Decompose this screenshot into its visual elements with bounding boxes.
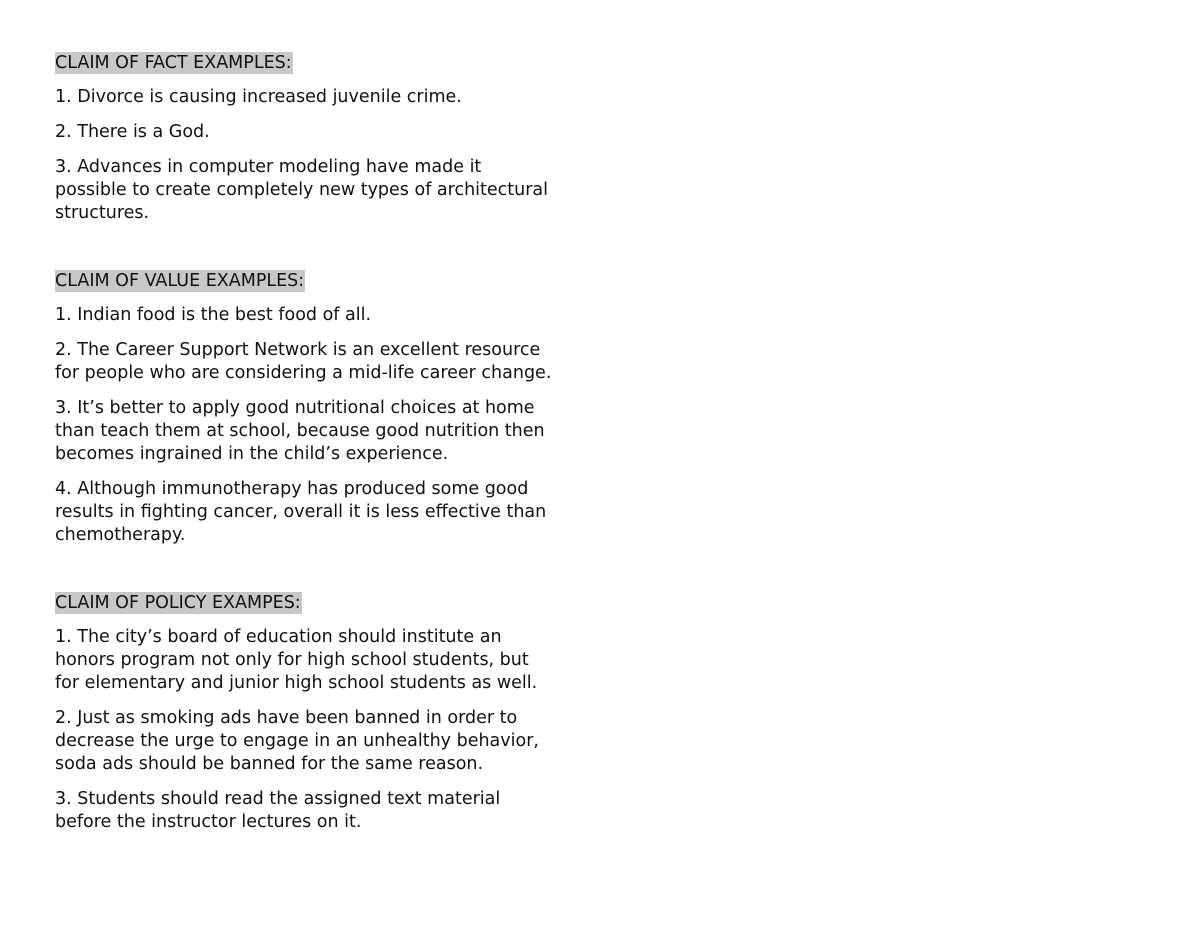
list-item: 2. There is a God. — [55, 122, 210, 142]
heading-highlight: CLAIM OF FACT EXAMPLES: — [55, 53, 292, 73]
list-item: 1. Divorce is causing increased juvenile crime. — [55, 87, 462, 107]
section-claim-of-policy — [55, 592, 595, 834]
section-heading — [55, 592, 595, 615]
list-item: 3. It’s better to apply good nutritional choices at home than teach them at school, because good nutrition then becomes ingrained in the child’s experience. — [55, 398, 545, 464]
section-claim-of-value — [55, 270, 595, 547]
list-item: 3. Students should read the assigned text material before the instructor lectures on it. — [55, 789, 501, 832]
list-item: 1. Indian food is the best food of all. — [55, 305, 372, 325]
section-heading — [55, 270, 595, 293]
document-page — [55, 52, 595, 834]
list-item: 4. Although immunotherapy has produced some good results in fighting cancer, overall it is less effective than chemotherapy. — [55, 479, 547, 545]
list-item: 2. Just as smoking ads have been banned in order to decrease the urge to engage in an unhealthy behavior, soda ads should be banned for the same reason. — [55, 708, 539, 774]
heading-highlight: CLAIM OF VALUE EXAMPLES: — [55, 271, 305, 291]
list-item: 3. Advances in computer modeling have made it possible to create completely new types of architectural structures. — [55, 157, 549, 223]
section-heading — [55, 52, 595, 75]
section-claim-of-fact — [55, 52, 595, 225]
heading-highlight: CLAIM OF POLICY EXAMPES: — [55, 593, 301, 613]
list-item: 1. The city’s board of education should institute an honors program not only for high school students, but for elementary and junior high school students as well. — [55, 627, 538, 693]
list-item: 2. The Career Support Network is an excellent resource for people who are considering a mid-life career change. — [55, 340, 552, 383]
